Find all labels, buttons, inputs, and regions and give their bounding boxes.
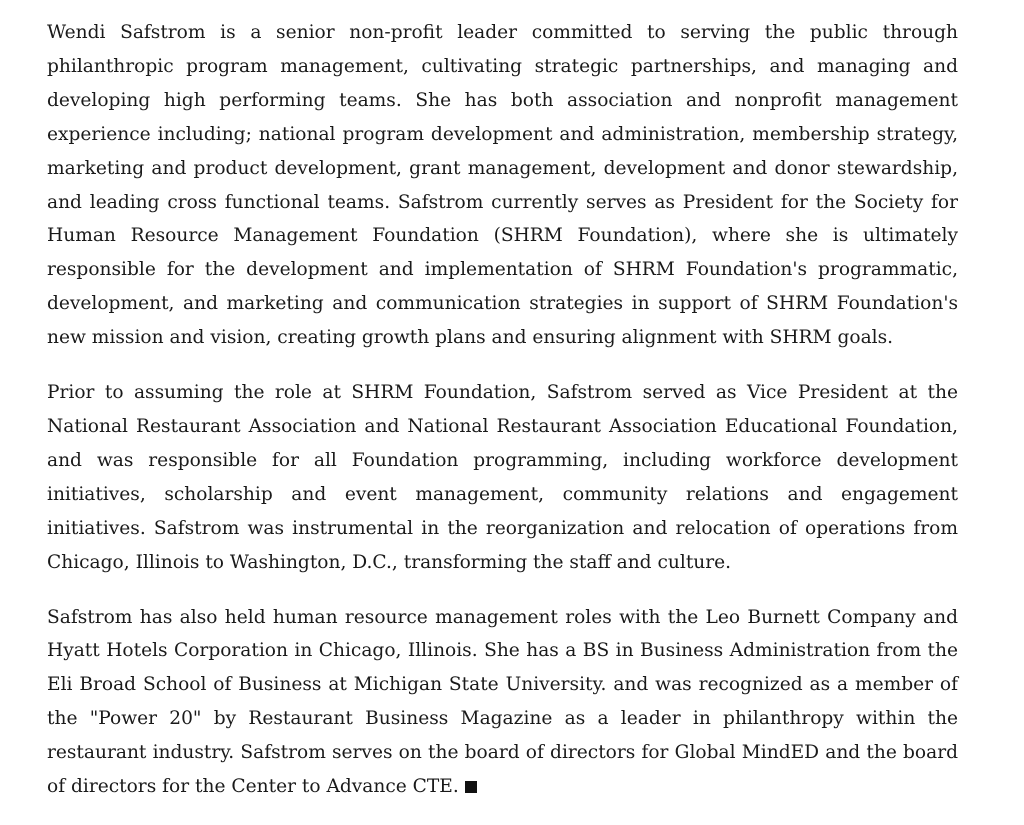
paragraph-3-text: Safstrom has also held human resource management roles with the Leo Burnett Company and Hyatt Hotels Corporation in Chicago, Illinois. She has a BS in Business Administration from the Eli Broad School of Business at Michigan State University. and was recognized as a member of the "Power 20" by Restaurant Business Magazine as a leader in philanthropy within the restaurant industry. Safstrom serves on the board of directors for Global MindED and the board of directors for the Center to Advance CTE.	[47, 606, 958, 798]
document-page	[47, 16, 958, 825]
paragraph-1: Wendi Safstrom is a senior non-profit leader committed to serving the public through philanthropic program management, cultivating strategic partnerships, and managing and developing high performing teams. She has both association and nonprofit management experience including; national program development and administration, membership strategy, marketing and product development, grant management, development and donor stewardship, and leading cross functional teams. Safstrom currently serves as President for the Society for Human Resource Management Foundation (SHRM Foundation), where she is ultimately responsible for the development and implementation of SHRM Foundation's programmatic, development, and marketing and communication strategies in support of SHRM Foundation's new mission and vision, creating growth plans and ensuring alignment with SHRM goals.	[47, 22, 958, 349]
end-of-article-icon	[465, 781, 477, 793]
paragraph-3	[47, 601, 958, 804]
paragraph-2: Prior to assuming the role at SHRM Foundation, Safstrom served as Vice President at the National Restaurant Association and National Restaurant Association Educational Foundation, and was responsible for all Foundation programming, including workforce development initiatives, scholarship and event management, community relations and engagement initiatives. Safstrom was instrumental in the reorganization and relocation of operations from Chicago, Illinois to Washington, D.C., transforming the staff and culture.	[47, 382, 958, 573]
